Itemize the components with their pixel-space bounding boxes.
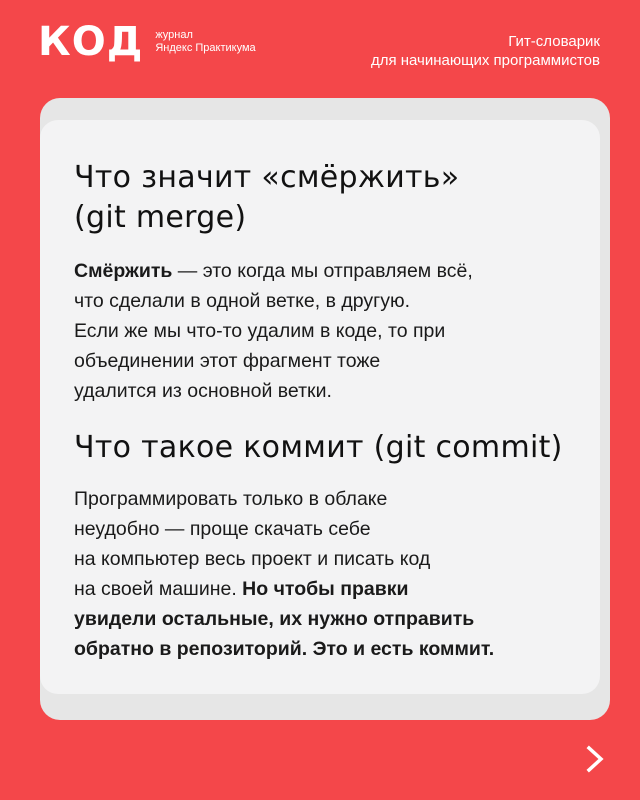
series-title [371,32,600,70]
logo-subtitle-line-2: Яндекс Практикума [155,42,256,54]
journal-logo [38,19,256,65]
merge-heading [74,158,594,238]
merge-line-1-text: — это когда мы отправляем всё, [172,260,473,282]
merge-term: Смёржить [74,260,173,282]
merge-line-5: удалится из основной ветки. [74,380,332,402]
merge-line-1 [74,256,574,286]
commit-paragraph [74,484,584,664]
merge-line-2: что сделали в одной ветке, в другую. [74,290,411,312]
commit-line-4-text: на своей машине. [74,578,243,600]
logo-wordmark: КОД [38,19,144,65]
commit-line-6 [74,634,584,664]
commit-line-6-bold: обратно в репозиторий. Это и есть коммит. [74,638,495,660]
commit-line-4-bold: Но чтобы правки [242,578,409,600]
commit-heading: Что такое коммит (git commit) [74,430,563,465]
logo-subtitle [155,29,255,55]
merge-heading-line-1: Что значит «смёржить» [74,160,460,195]
commit-line-5-bold: увидели остальные, их нужно отправить [74,608,475,630]
series-title-line-2: для начинающих программистов [370,52,600,69]
commit-line-3: на компьютер весь проект и писать код [74,548,431,570]
merge-paragraph [74,256,574,406]
commit-line-4 [74,574,584,604]
series-title-line-1: Гит-словарик [508,33,600,50]
commit-line-5 [74,604,584,634]
logo-subtitle-line-1: журнал [155,29,193,41]
merge-heading-line-2: (git merge) [74,200,247,235]
commit-line-1: Программировать только в облаке [74,488,388,510]
chevron-right-icon[interactable] [580,744,610,774]
merge-line-4: объединении этот фрагмент тоже [74,350,381,372]
commit-line-2: неудобно — проще скачать себе [74,518,371,540]
merge-line-3: Если же мы что-то удалим в коде, то при [74,320,446,342]
